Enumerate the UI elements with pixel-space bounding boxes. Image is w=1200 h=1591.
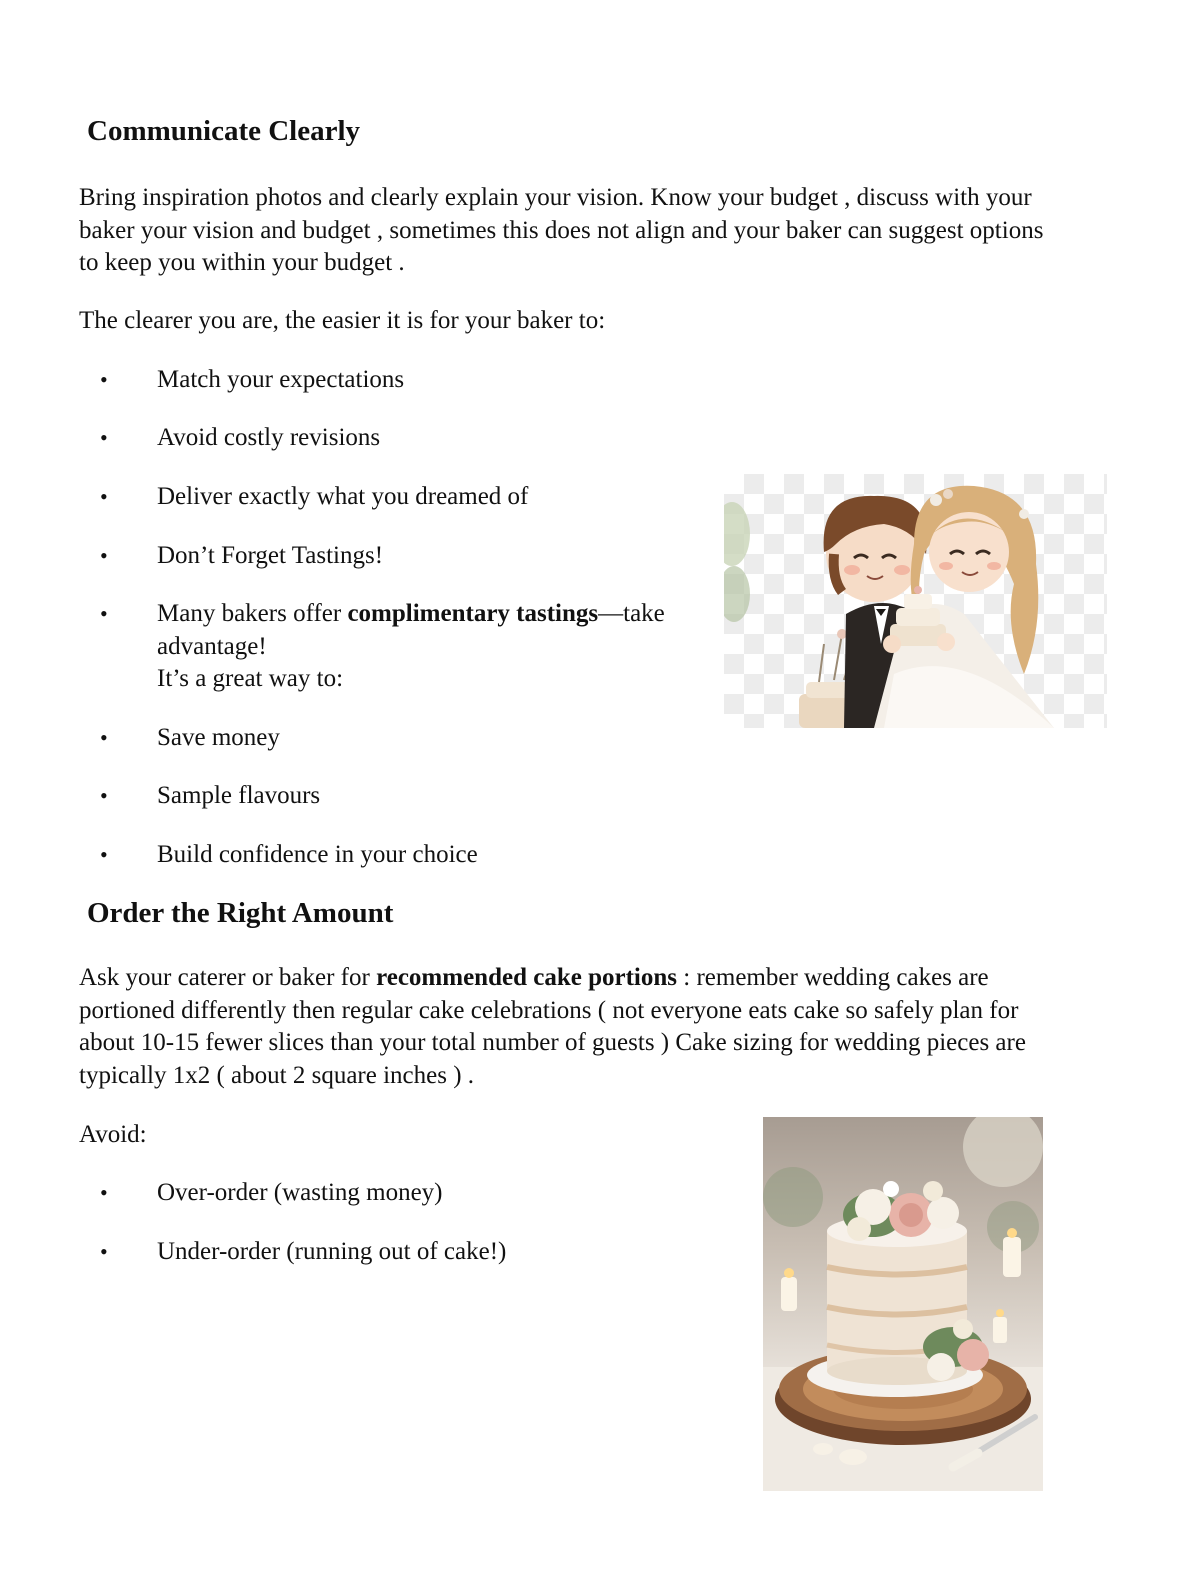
list-item-text: Under-order (running out of cake!) bbox=[157, 1238, 507, 1265]
portions-suffix: : remember wedding cakes are bbox=[677, 964, 989, 991]
paragraph-line: typically 1x2 ( about 2 square inches ) . bbox=[79, 1061, 475, 1089]
cake-photo-svg bbox=[763, 1117, 1043, 1491]
bullet-glyph: • bbox=[100, 1180, 108, 1205]
paragraph-clearer: The clearer you are, the easier it is for your baker to: bbox=[79, 307, 606, 334]
tastings-line2: advantage! bbox=[157, 632, 267, 660]
heading-communicate-clearly: Communicate Clearly bbox=[87, 115, 361, 147]
paragraph-line: to keep you within your budget . bbox=[79, 249, 405, 276]
paragraph-line: portioned differently then regular cake celebrations ( not everyone eats cake so safely plan for bbox=[79, 996, 1019, 1024]
list-item-text: Over-order (wasting money) bbox=[157, 1179, 443, 1206]
couple-with-cake-illustration bbox=[724, 474, 1107, 728]
tastings-suffix: —take bbox=[598, 600, 665, 627]
couple-illustration-svg bbox=[724, 474, 1107, 728]
bullet-glyph: • bbox=[100, 725, 108, 750]
list-item-text: Avoid costly revisions bbox=[157, 424, 381, 451]
paragraph-line: about 10-15 fewer slices than your total number of guests ) Cake sizing for wedding pieces are bbox=[79, 1029, 1026, 1056]
bullet-glyph: • bbox=[100, 1239, 108, 1264]
avoid-label: Avoid: bbox=[79, 1121, 147, 1148]
bullet-glyph: • bbox=[100, 601, 108, 626]
bullet-glyph: • bbox=[100, 783, 108, 808]
list-item-text: Match your expectations bbox=[157, 366, 405, 393]
tastings-prefix: Many bakers offer bbox=[157, 600, 348, 627]
list-item-text bbox=[157, 598, 665, 696]
list-item-text: Deliver exactly what you dreamed of bbox=[157, 483, 529, 510]
heading-order-right-amount: Order the Right Amount bbox=[87, 897, 394, 929]
tastings-bold: complimentary tastings bbox=[347, 600, 599, 627]
bullet-glyph: • bbox=[100, 367, 108, 392]
paragraph-line: baker your vision and budget , sometimes this does not align and your baker can suggest options bbox=[79, 216, 1044, 244]
portions-bold: recommended cake portions bbox=[376, 964, 677, 991]
naked-cake-photo bbox=[763, 1117, 1043, 1491]
list-item-text: Build confidence in your choice bbox=[157, 841, 478, 868]
list-item-text: Save money bbox=[157, 724, 280, 751]
list-item-text: Don’t Forget Tastings! bbox=[157, 542, 384, 569]
bullet-glyph: • bbox=[100, 425, 108, 450]
list-item-text: Sample flavours bbox=[157, 782, 321, 809]
paragraph-line: Bring inspiration photos and clearly explain your vision. Know your budget , discuss with your bbox=[79, 184, 1032, 211]
portions-prefix: Ask your caterer or baker for bbox=[79, 964, 377, 991]
bullet-glyph: • bbox=[100, 484, 108, 509]
tastings-line3: It’s a great way to: bbox=[157, 665, 344, 692]
paragraph-portions bbox=[79, 962, 1139, 1092]
paragraph-line bbox=[79, 962, 1139, 995]
bullet-glyph: • bbox=[100, 543, 108, 568]
bullet-glyph: • bbox=[100, 842, 108, 867]
paragraph-inspiration bbox=[79, 182, 1139, 280]
